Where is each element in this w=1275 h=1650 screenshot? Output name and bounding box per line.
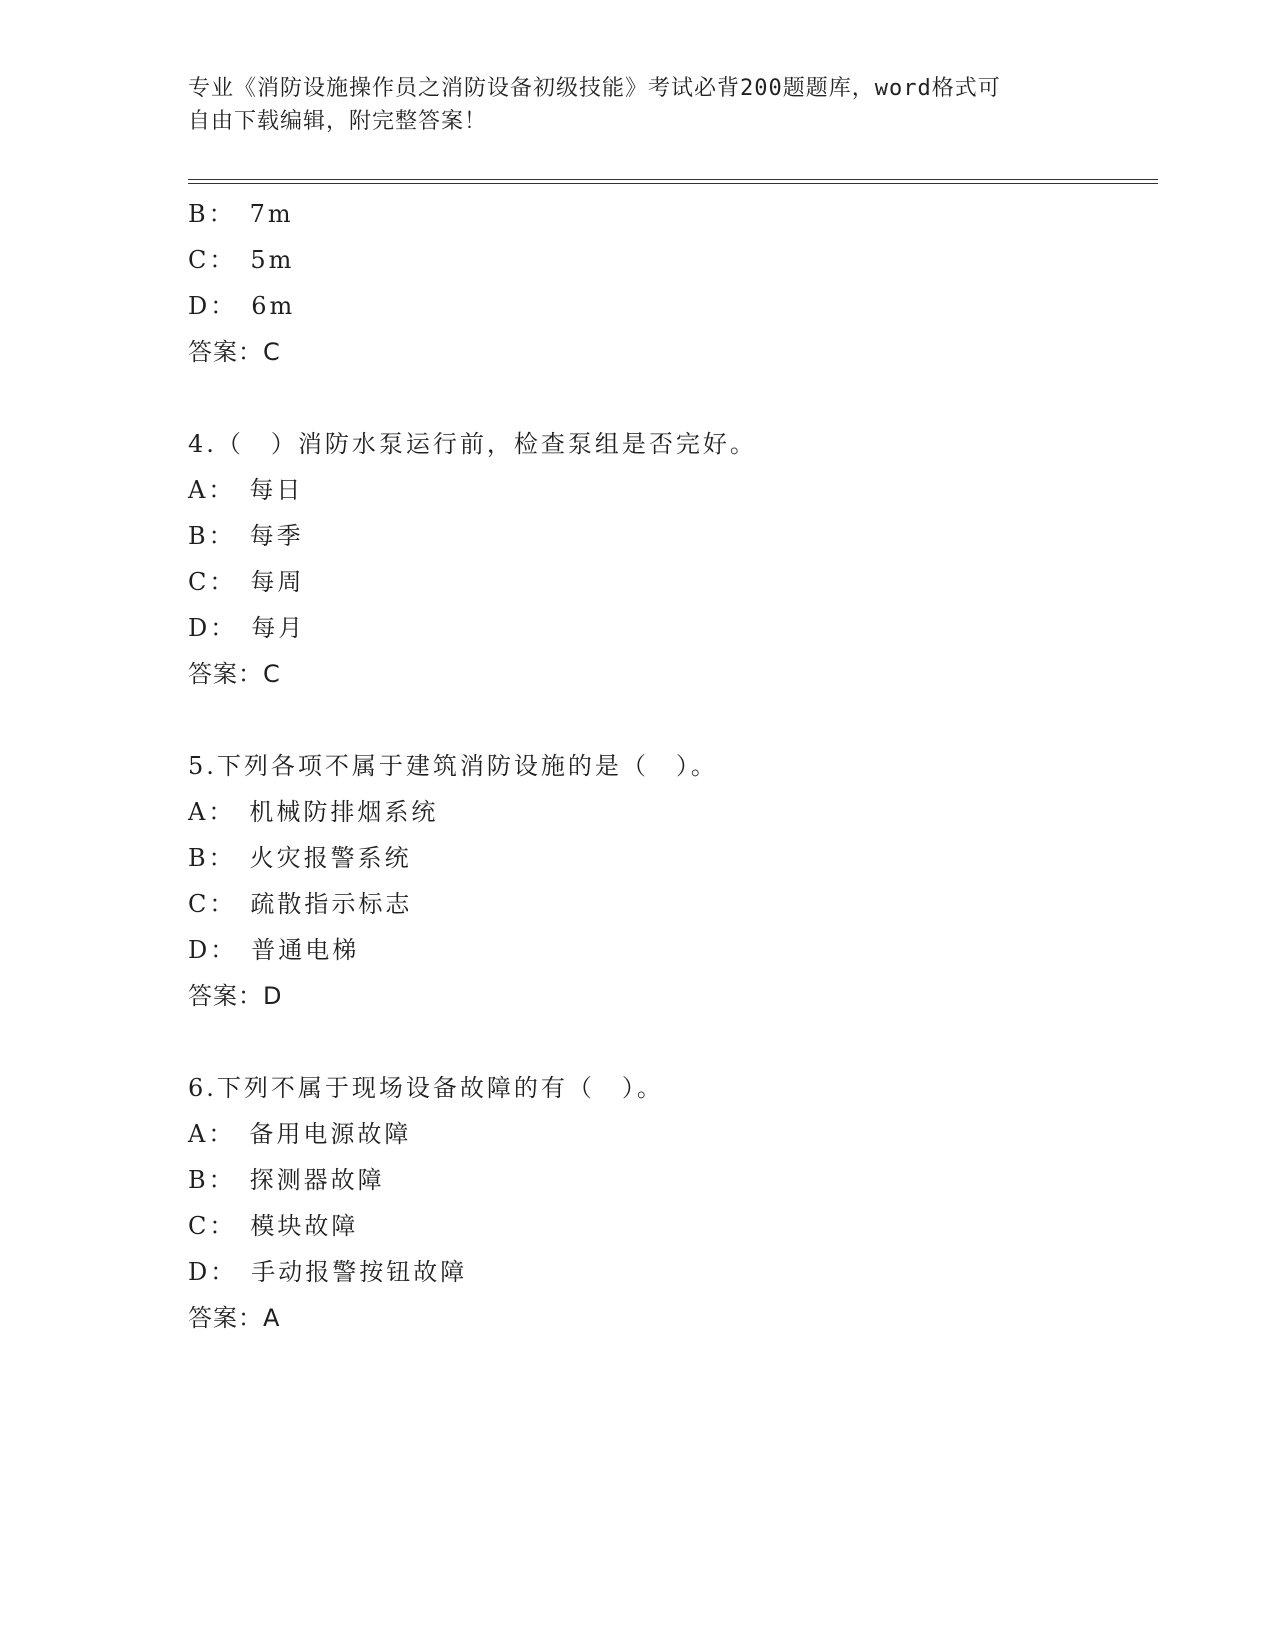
option-text: 探测器故障 — [249, 1166, 385, 1194]
option-key: D： — [188, 936, 238, 964]
question-list — [188, 191, 1148, 1341]
option-key: C： — [188, 1212, 237, 1240]
header-divider-bottom — [188, 183, 1158, 184]
question-5 — [188, 743, 1148, 1019]
header-line-1: 专业《消防设施操作员之消防设备初级技能》考试必背200题题库，word格式可 — [188, 76, 1001, 101]
option-text: 手动报警按钮故障 — [251, 1258, 468, 1286]
option-d — [188, 927, 1148, 973]
question-stem: 5.下列各项不属于建筑消防设施的是（ ）。 — [188, 752, 718, 780]
question-3-tail — [188, 191, 1148, 375]
option-b — [188, 191, 1148, 237]
option-text: 5m — [250, 246, 295, 274]
option-c — [188, 559, 1148, 605]
question-spacer — [188, 375, 1148, 421]
question-4 — [188, 421, 1148, 697]
option-key: A： — [188, 798, 236, 826]
option-c — [188, 881, 1148, 927]
option-a — [188, 1111, 1148, 1157]
option-text: 每日 — [249, 476, 304, 504]
question-stem: 4.（ ）消防水泵运行前，检查泵组是否完好。 — [188, 430, 757, 458]
option-text: 普通电梯 — [251, 936, 360, 964]
option-text: 7m — [249, 200, 294, 228]
answer-line: 答案：C — [188, 660, 281, 688]
option-text: 模块故障 — [250, 1212, 359, 1240]
option-key: C： — [188, 568, 237, 596]
answer-line: 答案：A — [188, 1304, 281, 1332]
answer-line: 答案：C — [188, 338, 281, 366]
question-spacer — [188, 697, 1148, 743]
option-a — [188, 789, 1148, 835]
option-c — [188, 237, 1148, 283]
option-d — [188, 1249, 1148, 1295]
option-text: 6m — [251, 292, 296, 320]
option-d — [188, 283, 1148, 329]
header-line-2: 自由下载编辑，附完整答案！ — [188, 109, 488, 134]
option-key: A： — [188, 476, 236, 504]
option-text: 备用电源故障 — [249, 1120, 412, 1148]
option-a — [188, 467, 1148, 513]
option-key: D： — [188, 1258, 238, 1286]
question-spacer — [188, 1019, 1148, 1065]
option-key: D： — [188, 614, 238, 642]
option-b — [188, 835, 1148, 881]
answer-line: 答案：D — [188, 982, 283, 1010]
option-c — [188, 1203, 1148, 1249]
option-b — [188, 513, 1148, 559]
option-text: 机械防排烟系统 — [249, 798, 439, 826]
option-text: 每月 — [251, 614, 306, 642]
option-text: 火灾报警系统 — [249, 844, 412, 872]
question-6 — [188, 1065, 1148, 1341]
option-key: C： — [188, 246, 237, 274]
option-key: B： — [188, 200, 236, 228]
option-key: B： — [188, 522, 236, 550]
document-header — [188, 72, 1088, 138]
option-text: 每周 — [250, 568, 305, 596]
option-text: 疏散指示标志 — [250, 890, 413, 918]
option-key: B： — [188, 844, 236, 872]
option-d — [188, 605, 1148, 651]
header-divider-top — [188, 179, 1158, 180]
option-key: A： — [188, 1120, 236, 1148]
option-b — [188, 1157, 1148, 1203]
question-stem: 6.下列不属于现场设备故障的有（ ）。 — [188, 1074, 664, 1102]
option-key: C： — [188, 890, 237, 918]
option-key: B： — [188, 1166, 236, 1194]
option-key: D： — [188, 292, 238, 320]
option-text: 每季 — [249, 522, 304, 550]
